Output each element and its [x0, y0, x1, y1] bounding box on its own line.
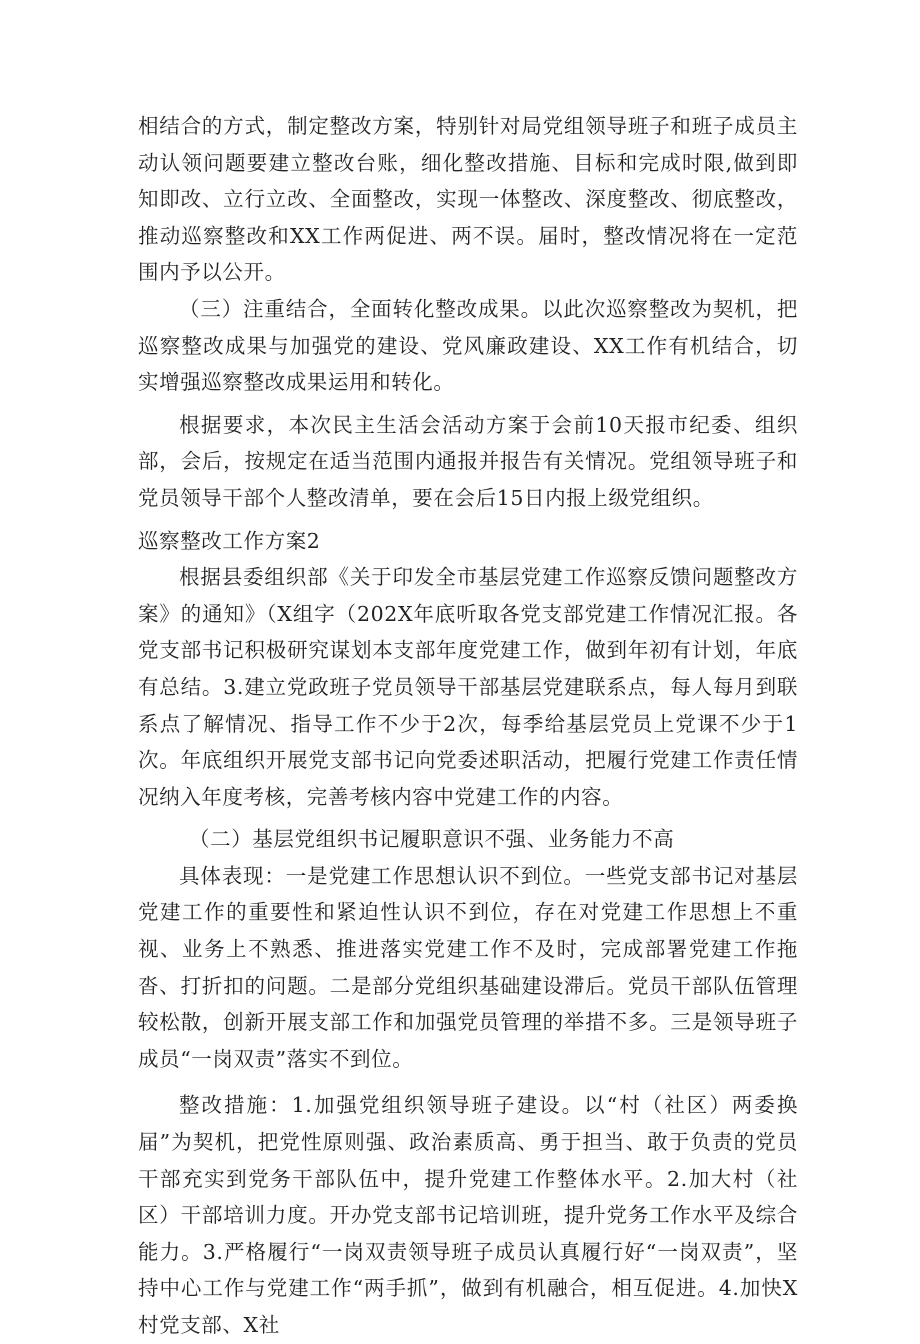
paragraph-section-three: （三）注重结合，全面转化整改成果。以此次巡察整改为契机，把巡察整改成果与加强党的建设、党风廉政建设、XX工作有机结合，切实增强巡察整改成果运用和转化。: [138, 296, 798, 395]
paragraph-specific-manifestations: 具体表现：一是党建工作思想认识不到位。一些党支部书记对基层党建工作的重要性和紧迫性认识不到位，存在对党建工作思想上不重视、业务上不熟悉、推进落实党建工作不及时，完成部署党建工作拖沓、打折扣的问题。二是部分党组织基础建设滞后。党员干部队伍管理较松散，创新开展支部工作和加强党员管理的举措不多。三是领导班子成员“一岗双责”落实不到位。: [138, 863, 798, 1071]
subheading-section-two: （二）基层党组织书记履职意识不强、业务能力不高: [189, 827, 675, 852]
paragraph-notice: 根据县委组织部《关于印发全市基层党建工作巡察反馈问题整改方案》的通知》（X组字（202X年底听取各党支部党建工作情况汇报。各党支部书记积极研究谋划本支部年度党建工作，做到年初有计划，年底有总结。3.建立党政班子党员领导干部基层党建联系点，每人每月到联系点了解情况、指导工作不少于2次，每季给基层党员上党课不少于1次。年底组织开展党支部书记向党委述职活动，把履行党建工作责任情况纳入年度考核，完善考核内容中党建工作的内容。: [138, 565, 798, 809]
section-heading: 巡察整改工作方案2: [138, 528, 321, 553]
paragraph-rectification-measures: 整改措施：1.加强党组织领导班子建设。以“村（社区）两委换届”为契机，把党性原则强、政治素质高、勇于担当、敢于负责的党员干部充实到党务干部队伍中，提升党建工作整体水平。2.加大村（社区）干部培训力度。开办党支部书记培训班，提升党务工作水平及综合能力。3.严格履行“一岗双责领导班子成员认真履行好“一岗双责”，坚持中心工作与党建工作“两手抓”，做到有机融合，相互促进。4.加快X村党支部、X社: [138, 1093, 798, 1337]
document-body: [138, 108, 798, 1344]
paragraph-requirements: 根据要求，本次民主生活会活动方案于会前10天报市纪委、组织部，会后，按规定在适当范围内通报并报告有关情况。党组领导班子和党员领导干部个人整改清单，要在会后15日内报上级党组织。: [138, 412, 798, 510]
paragraph-rectification-plan: 相结合的方式，制定整改方案，特别针对局党组领导班子和班子成员主动认领问题要建立整改台账，细化整改措施、目标和完成时限,做到即知即改、立行立改、全面整改，实现一体整改、深度整改、彻底整改，推动巡察整改和XX工作两促进、两不误。届时，整改情况将在一定范围内予以公开。: [138, 114, 798, 285]
